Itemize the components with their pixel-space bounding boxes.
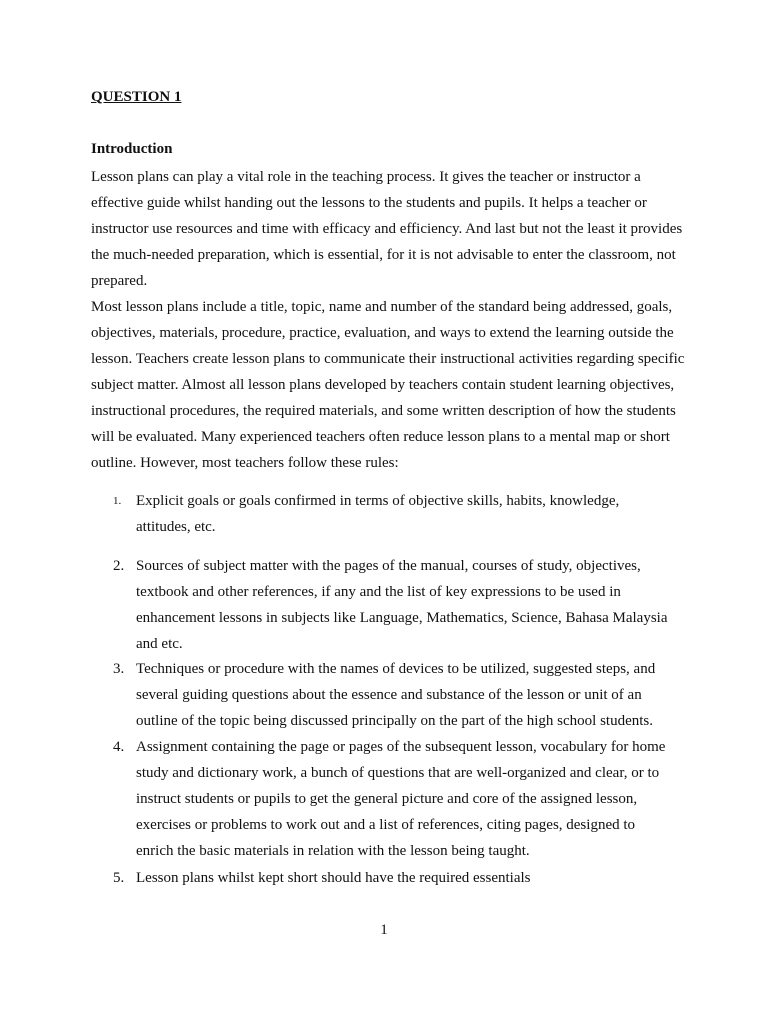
question-title: QUESTION 1 [91, 89, 182, 105]
list-item-number: 1. [113, 495, 122, 507]
list-item-text: Assignment containing the page or pages of the subsequent lesson, vocabulary for home study and dictionary work, a bunch of questions that are well-organized and clear, or to instruct students or pupils to get the general picture and core of the assigned lesson, exercises or problems to work out and a list of references, citing pages, designed to enrich the basic materials in relation with the lesson being taught. [136, 739, 666, 859]
page-number: 1 [380, 922, 388, 938]
list-item-text: Sources of subject matter with the pages of the manual, courses of study, objectives, textbook and other references, if any and the list of key expressions to be used in enhancement lessons in subjects like Language, Mathematics, Science, Bahasa Malaysia and etc. [136, 558, 668, 652]
paragraph: Lesson plans can play a vital role in the teaching process. It gives the teacher or instructor a effective guide whilst handing out the lessons to the students and pupils. It helps a teacher or instructor use resources and time with efficacy and efficiency. And last but not the least it provides the much-needed preparation, which is essential, for it is not advisable to enter the classroom, not prepared. [91, 169, 683, 289]
list-item-text: Explicit goals or goals confirmed in terms of objective skills, habits, knowledge, attitudes, etc. [136, 493, 620, 535]
list-item-number: 2. [113, 558, 125, 574]
list-item-text: Techniques or procedure with the names of devices to be utilized, suggested steps, and several guiding questions about the essence and substance of the lesson or unit of an outline of the topic being discussed principally on the part of the high school students. [136, 661, 656, 729]
list-item-number: 3. [113, 661, 125, 677]
section-heading: Introduction [91, 141, 173, 157]
list-item-text: Lesson plans whilst kept short should have the required essentials [136, 870, 531, 886]
list-item-number: 4. [113, 739, 125, 755]
paragraph: Most lesson plans include a title, topic, name and number of the standard being addressed, goals, objectives, materials, procedure, practice, evaluation, and ways to extend the learning outside the lesson. Teachers create lesson plans to communicate their instructional activities regarding specific subject matter. Almost all lesson plans developed by teachers contain student learning objectives, instructional procedures, the required materials, and some written description of how the students will be evaluated. Many experienced teachers often reduce lesson plans to a mental map or short outline. However, most teachers follow these rules: [91, 299, 685, 471]
list-item-number: 5. [113, 870, 125, 886]
